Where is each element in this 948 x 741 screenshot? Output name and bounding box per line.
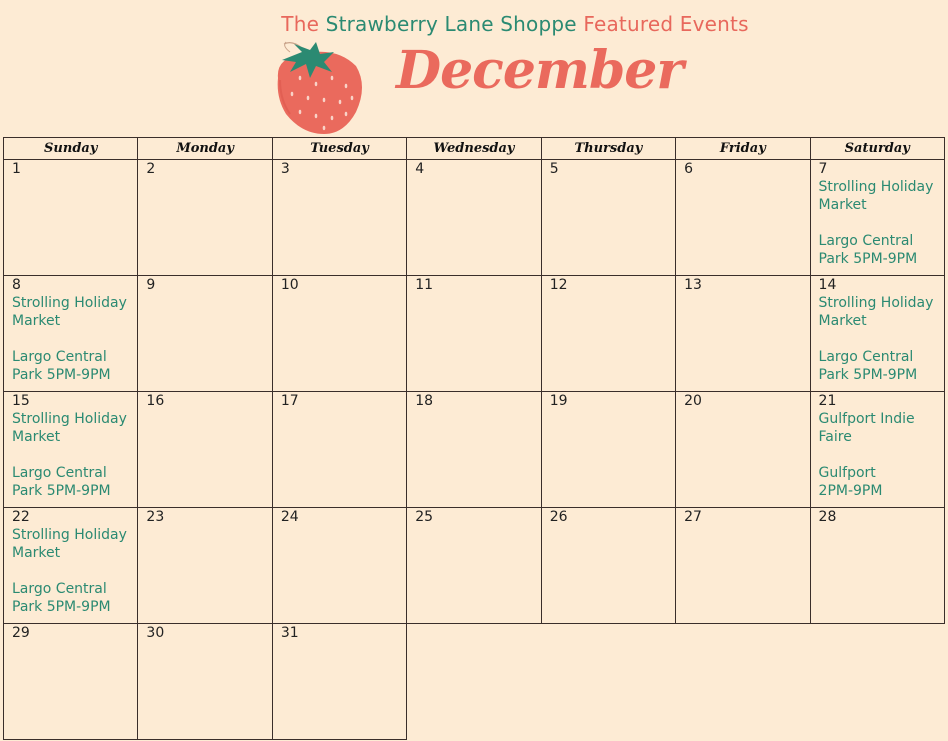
day-number: 13 bbox=[684, 277, 702, 293]
day-number: 16 bbox=[146, 393, 165, 409]
day-number: 22 bbox=[12, 509, 30, 525]
calendar-day-cell[interactable] bbox=[4, 160, 138, 276]
weekday-thursday: Thursday bbox=[541, 138, 675, 160]
day-number: 21 bbox=[818, 393, 837, 409]
day-number: 1 bbox=[12, 161, 21, 177]
day-number: 9 bbox=[146, 277, 156, 293]
calendar-day-cell[interactable] bbox=[810, 508, 944, 624]
day-cell-content bbox=[273, 392, 406, 507]
day-cell-content bbox=[542, 276, 675, 391]
day-cell-content bbox=[676, 276, 809, 391]
day-cell-content bbox=[138, 392, 271, 507]
day-number: 18 bbox=[415, 393, 434, 409]
event-text: Strolling Holiday Market Largo Central Park 5PM-9PM bbox=[12, 527, 127, 615]
calendar-week-row bbox=[4, 508, 945, 624]
day-number: 26 bbox=[549, 509, 568, 525]
weekday-friday: Friday bbox=[676, 138, 810, 160]
calendar-day-cell[interactable] bbox=[676, 392, 810, 508]
calendar-day-cell[interactable] bbox=[541, 276, 675, 392]
calendar-day-cell[interactable] bbox=[138, 392, 272, 508]
day-number: 20 bbox=[684, 393, 702, 409]
day-number: 24 bbox=[280, 509, 299, 525]
day-cell-content bbox=[676, 160, 809, 275]
day-number: 23 bbox=[146, 509, 165, 525]
calendar-day-cell[interactable] bbox=[541, 392, 675, 508]
day-cell-content bbox=[407, 508, 540, 623]
day-cell-content bbox=[273, 624, 406, 739]
calendar-week-row bbox=[4, 160, 945, 276]
day-number: 12 bbox=[549, 277, 568, 293]
calendar-day-cell[interactable] bbox=[541, 160, 675, 276]
day-cell-content bbox=[273, 160, 406, 275]
calendar-day-cell[interactable] bbox=[407, 276, 541, 392]
day-cell-content bbox=[542, 392, 675, 507]
day-number: 8 bbox=[12, 277, 21, 293]
day-number: 27 bbox=[684, 509, 702, 525]
calendar-day-cell[interactable] bbox=[138, 508, 272, 624]
calendar-day-cell[interactable] bbox=[541, 508, 675, 624]
day-number: 28 bbox=[818, 509, 837, 525]
day-cell-content bbox=[811, 392, 944, 507]
day-number: 31 bbox=[280, 625, 299, 641]
calendar-day-cell[interactable] bbox=[676, 276, 810, 392]
day-number: 3 bbox=[280, 161, 290, 177]
day-cell-content bbox=[4, 160, 137, 275]
day-cell-content bbox=[138, 160, 271, 275]
calendar-day-cell[interactable] bbox=[4, 276, 138, 392]
calendar-day-cell[interactable] bbox=[810, 160, 944, 276]
weekday-wednesday: Wednesday bbox=[407, 138, 541, 160]
weekday-tuesday: Tuesday bbox=[272, 138, 406, 160]
calendar-week-row bbox=[4, 392, 945, 508]
calendar-day-cell[interactable] bbox=[4, 508, 138, 624]
calendar-week-row bbox=[4, 624, 945, 740]
day-number: 17 bbox=[280, 393, 299, 409]
title-suffix: Featured Events bbox=[583, 12, 749, 36]
day-cell-content bbox=[542, 160, 675, 275]
day-number: 2 bbox=[146, 161, 156, 177]
weekday-header-row bbox=[4, 138, 945, 160]
day-number: 25 bbox=[415, 509, 434, 525]
day-number: 11 bbox=[415, 277, 434, 293]
day-cell-content bbox=[407, 160, 540, 275]
weekday-saturday: Saturday bbox=[810, 138, 944, 160]
calendar-day-cell[interactable] bbox=[138, 624, 272, 740]
event-text: Strolling Holiday Market Largo Central Park 5PM-9PM bbox=[818, 295, 934, 383]
day-number: 19 bbox=[549, 393, 568, 409]
calendar-day-cell[interactable] bbox=[676, 508, 810, 624]
month-title: December bbox=[396, 40, 683, 101]
calendar-day-cell[interactable] bbox=[272, 276, 406, 392]
day-cell-content bbox=[542, 508, 675, 623]
day-number: 29 bbox=[12, 625, 30, 641]
shop-name: Strawberry Lane Shoppe bbox=[325, 12, 577, 36]
calendar-day-cell[interactable] bbox=[676, 160, 810, 276]
day-number: 4 bbox=[415, 161, 425, 177]
day-cell-content bbox=[4, 276, 137, 391]
day-cell-content bbox=[273, 276, 406, 391]
day-cell-content bbox=[138, 276, 271, 391]
event-text: Gulfport Indie Faire Gulfport 2PM-9PM bbox=[818, 411, 915, 499]
calendar-body bbox=[4, 160, 945, 740]
day-cell-content bbox=[4, 392, 137, 507]
day-cell-content bbox=[676, 392, 809, 507]
event-text: Strolling Holiday Market Largo Central Park 5PM-9PM bbox=[12, 411, 127, 499]
calendar-day-cell[interactable] bbox=[272, 508, 406, 624]
event-text: Strolling Holiday Market Largo Central Park 5PM-9PM bbox=[12, 295, 127, 383]
calendar-day-cell[interactable] bbox=[407, 392, 541, 508]
title-prefix: The bbox=[281, 12, 320, 36]
calendar-day-cell[interactable] bbox=[272, 392, 406, 508]
day-cell-content bbox=[811, 276, 944, 391]
day-number: 10 bbox=[280, 277, 299, 293]
day-cell-content bbox=[4, 508, 137, 623]
day-number: 30 bbox=[146, 625, 165, 641]
calendar-week-row bbox=[4, 276, 945, 392]
day-cell-content bbox=[811, 160, 944, 275]
weekday-sunday: Sunday bbox=[4, 138, 138, 160]
calendar-day-cell[interactable] bbox=[138, 160, 272, 276]
day-cell-content bbox=[811, 508, 944, 623]
day-number: 7 bbox=[818, 161, 828, 177]
event-text: Strolling Holiday Market Largo Central Park 5PM-9PM bbox=[818, 179, 934, 267]
calendar-day-cell[interactable] bbox=[810, 392, 944, 508]
day-cell-content bbox=[676, 508, 809, 623]
calendar-day-cell[interactable] bbox=[810, 276, 944, 392]
day-number: 5 bbox=[549, 161, 559, 177]
calendar-day-cell[interactable] bbox=[4, 392, 138, 508]
day-cell-content bbox=[273, 508, 406, 623]
day-cell-content bbox=[4, 624, 137, 739]
calendar-day-cell[interactable] bbox=[407, 160, 541, 276]
calendar-day-cell[interactable] bbox=[272, 160, 406, 276]
page-title bbox=[0, 12, 948, 36]
day-cell-content bbox=[138, 624, 271, 739]
day-cell-content bbox=[407, 276, 540, 391]
calendar-day-cell[interactable] bbox=[4, 624, 138, 740]
empty-cell bbox=[407, 624, 945, 740]
calendar-day-cell[interactable] bbox=[138, 276, 272, 392]
calendar-day-cell[interactable] bbox=[272, 624, 406, 740]
day-number: 14 bbox=[818, 277, 837, 293]
day-cell-content bbox=[138, 508, 271, 623]
day-number: 15 bbox=[12, 393, 30, 409]
strawberry-icon bbox=[272, 38, 368, 138]
calendar-grid bbox=[3, 137, 945, 740]
calendar-day-cell[interactable] bbox=[407, 508, 541, 624]
day-number: 6 bbox=[684, 161, 694, 177]
day-cell-content bbox=[407, 392, 540, 507]
weekday-monday: Monday bbox=[138, 138, 272, 160]
